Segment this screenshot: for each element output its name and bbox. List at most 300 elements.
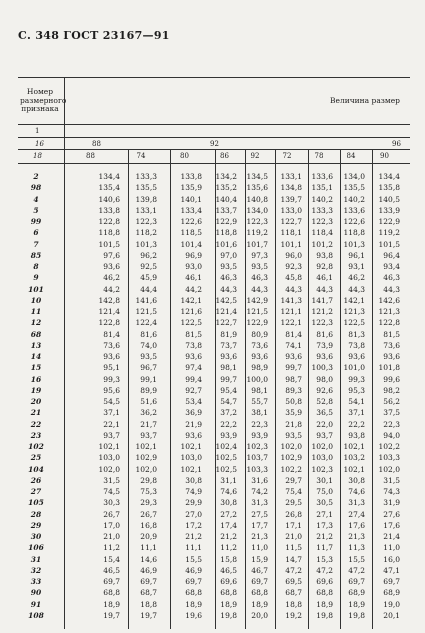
table-cell: 27,2 [220, 509, 237, 519]
table-cell: 98,1 [220, 363, 237, 373]
table-cell: 14,6 [140, 554, 157, 564]
table-cell: 27,6 [383, 509, 400, 519]
table-cell: 21,0 [285, 532, 302, 541]
table-cell: 46,3 [251, 273, 268, 283]
table-cell: 29,9 [185, 498, 202, 508]
table-cell: 142,1 [343, 295, 365, 305]
row-feature-number: 98 [30, 183, 42, 193]
header-row3-id: 18 [33, 152, 42, 160]
table-cell: 22,2 [220, 419, 237, 429]
table-row [0, 510, 425, 519]
table-cell: 44,3 [316, 284, 333, 294]
table-cell: 15,5 [185, 554, 202, 564]
table-cell: 135,5 [135, 183, 157, 193]
table-cell: 74,1 [285, 340, 302, 350]
table-cell: 37,1 [348, 408, 365, 418]
table-cell: 142,5 [215, 295, 237, 305]
table-cell: 122,6 [180, 217, 202, 226]
row-feature-number: 10 [30, 295, 42, 305]
header-row1-id: 1 [35, 127, 40, 135]
table-cell: 46,7 [251, 565, 268, 575]
table-cell: 17,3 [316, 520, 333, 530]
table-cell: 31,3 [348, 498, 365, 508]
table-cell: 22,3 [251, 419, 268, 429]
table-row [0, 183, 425, 192]
table-cell: 89,3 [285, 385, 302, 395]
row-feature-number: 68 [30, 329, 42, 339]
row-feature-number: 8 [33, 262, 39, 271]
table-cell: 36,5 [316, 408, 333, 418]
table-cell: 102,0 [378, 464, 400, 474]
table-cell: 11,3 [348, 543, 365, 553]
column-size-header: 92 [250, 152, 260, 160]
table-cell: 142,6 [378, 295, 400, 305]
table-cell: 102,1 [343, 442, 365, 451]
table-cell: 101,5 [98, 239, 120, 249]
column-size-header: 86 [220, 152, 229, 160]
table-cell: 73,6 [251, 340, 268, 350]
table-cell: 15,8 [220, 554, 237, 564]
table-row [0, 352, 425, 361]
table-cell: 11,2 [220, 543, 237, 553]
row-feature-number: 99 [30, 217, 42, 226]
table-cell: 133,6 [311, 172, 333, 181]
header-row2-value-1: 88 [92, 140, 101, 148]
table-cell: 96,1 [348, 250, 365, 260]
table-cell: 18,8 [140, 599, 157, 609]
table-cell: 18,9 [316, 599, 333, 609]
table-row [0, 397, 425, 406]
table-cell: 93,5 [140, 352, 157, 361]
table-cell: 102,9 [135, 453, 157, 463]
table-cell: 92,3 [285, 262, 302, 271]
table-cell: 26,7 [140, 509, 157, 519]
table-cell: 30,8 [185, 475, 202, 485]
table-cell: 21,3 [348, 532, 365, 541]
table-cell: 27,0 [185, 509, 202, 519]
table-cell: 46,9 [140, 565, 157, 575]
row-feature-number: 25 [30, 453, 42, 463]
table-cell: 11,1 [185, 543, 202, 553]
column-size-header: 80 [180, 152, 189, 160]
table-cell: 30,8 [220, 498, 237, 508]
table-cell: 101,7 [246, 239, 268, 249]
row-feature-number: 23 [30, 430, 42, 440]
table-cell: 92,6 [316, 385, 333, 395]
table-cell: 69,7 [348, 577, 365, 586]
table-cell: 73,8 [185, 340, 202, 350]
table-cell: 21,9 [185, 419, 202, 429]
table-cell: 19,8 [220, 610, 237, 620]
table-row [0, 307, 425, 316]
header-row2-value-3: 96 [392, 140, 401, 148]
table-cell: 29,5 [285, 498, 302, 508]
table-row [0, 318, 425, 327]
table-cell: 47,1 [383, 565, 400, 575]
row-feature-number: 21 [30, 408, 42, 418]
table-cell: 69,7 [103, 577, 120, 586]
table-cell: 68,8 [220, 588, 237, 598]
table-cell: 121,4 [215, 307, 237, 316]
table-cell: 102,0 [280, 442, 302, 451]
table-cell: 46,1 [316, 273, 333, 283]
header-rule-4 [18, 163, 410, 164]
header-rule-2 [18, 137, 410, 138]
table-cell: 21,2 [185, 532, 202, 541]
table-cell: 102,1 [135, 442, 157, 451]
table-row [0, 386, 425, 395]
table-cell: 21,2 [220, 532, 237, 541]
table-cell: 102,0 [98, 464, 120, 474]
table-cell: 97,4 [185, 363, 202, 373]
table-cell: 74,2 [251, 487, 268, 496]
table-cell: 14,7 [285, 554, 302, 564]
table-cell: 102,1 [180, 464, 202, 474]
table-cell: 45,9 [140, 273, 157, 283]
table-cell: 69,7 [251, 577, 268, 586]
table-cell: 133,7 [215, 205, 237, 215]
table-cell: 122,5 [343, 318, 365, 328]
table-cell: 47,2 [316, 565, 333, 575]
table-row [0, 588, 425, 597]
row-feature-number: 13 [30, 340, 42, 350]
table-cell: 102,5 [215, 464, 237, 474]
row-feature-number: 4 [33, 194, 39, 204]
table-cell: 121,2 [311, 307, 333, 316]
table-cell: 140,4 [215, 194, 237, 204]
table-cell: 92,7 [185, 385, 202, 395]
table-cell: 17,6 [383, 520, 400, 530]
table-cell: 73,8 [348, 340, 365, 350]
table-row [0, 431, 425, 440]
table-cell: 101,3 [343, 239, 365, 249]
table-cell: 98,7 [285, 374, 302, 384]
value-column-divider [170, 149, 171, 629]
value-column-divider [215, 149, 216, 629]
value-column-divider [308, 149, 309, 629]
table-cell: 93,6 [103, 352, 120, 361]
table-cell: 19,8 [316, 610, 333, 620]
table-cell: 74,6 [220, 487, 237, 496]
row-feature-number: 32 [30, 565, 42, 575]
table-cell: 11,2 [103, 543, 120, 553]
table-cell: 22,1 [103, 419, 120, 429]
table-cell: 52,8 [316, 397, 333, 406]
table-cell: 54,1 [348, 397, 365, 406]
table-cell: 81,6 [140, 329, 157, 339]
table-cell: 122,9 [246, 318, 268, 328]
table-cell: 118,4 [311, 228, 333, 238]
table-cell: 30,8 [348, 475, 365, 485]
table-cell: 122,1 [280, 318, 302, 328]
table-cell: 96,0 [285, 250, 302, 260]
table-cell: 93,1 [348, 262, 365, 271]
table-cell: 68,8 [103, 588, 120, 598]
table-cell: 11,7 [316, 543, 333, 553]
table-cell: 69,7 [185, 577, 202, 586]
table-cell: 36,9 [185, 408, 202, 418]
table-cell: 122,7 [280, 217, 302, 226]
table-row [0, 487, 425, 496]
table-cell: 46,3 [383, 273, 400, 283]
table-cell: 122,9 [215, 217, 237, 226]
table-cell: 142,8 [98, 295, 120, 305]
table-row [0, 330, 425, 339]
value-column-divider [275, 149, 276, 629]
table-cell: 15,4 [103, 554, 120, 564]
table-cell: 102,1 [98, 442, 120, 451]
table-cell: 99,7 [220, 374, 237, 384]
table-cell: 93,6 [348, 352, 365, 361]
table-cell: 44,3 [251, 284, 268, 294]
table-cell: 118,8 [98, 228, 120, 238]
row-feature-number: 27 [30, 487, 42, 496]
row-feature-number: 101 [28, 284, 44, 294]
table-cell: 102,2 [378, 442, 400, 451]
table-cell: 81,5 [185, 329, 202, 339]
table-cell: 97,0 [220, 250, 237, 260]
table-cell: 75,0 [316, 487, 333, 496]
table-cell: 68,9 [348, 588, 365, 598]
table-cell: 101,4 [180, 239, 202, 249]
row-feature-number: 14 [30, 352, 42, 361]
table-cell: 68,8 [251, 588, 268, 598]
table-cell: 103,3 [246, 464, 268, 474]
table-row [0, 420, 425, 429]
table-cell: 122,3 [246, 217, 268, 226]
table-cell: 68,9 [383, 588, 400, 598]
table-cell: 38,1 [251, 408, 268, 418]
table-cell: 93,7 [103, 430, 120, 440]
row-feature-number: 20 [30, 397, 42, 406]
table-cell: 17,4 [220, 520, 237, 530]
table-cell: 97,3 [251, 250, 268, 260]
table-cell: 101,6 [215, 239, 237, 249]
table-cell: 93,9 [220, 430, 237, 440]
table-row [0, 217, 425, 226]
table-cell: 102,3 [311, 464, 333, 474]
table-cell: 133,0 [280, 205, 302, 215]
table-cell: 20,9 [140, 532, 157, 541]
table-cell: 17,1 [285, 520, 302, 530]
table-cell: 31,6 [251, 475, 268, 485]
table-cell: 122,3 [135, 217, 157, 226]
table-cell: 95,1 [103, 363, 120, 373]
table-cell: 74,5 [103, 487, 120, 496]
table-cell: 99,3 [103, 374, 120, 384]
table-row [0, 611, 425, 620]
row-feature-number: 30 [30, 532, 42, 541]
table-row [0, 555, 425, 564]
table-cell: 93,5 [220, 262, 237, 271]
table-cell: 93,6 [103, 262, 120, 271]
table-cell: 118,2 [135, 228, 157, 238]
table-cell: 103,0 [98, 453, 120, 463]
header-row2-id: 16 [35, 140, 44, 148]
table-row [0, 285, 425, 294]
table-cell: 122,8 [98, 217, 120, 226]
table-cell: 135,8 [378, 183, 400, 193]
table-cell: 142,1 [180, 295, 202, 305]
table-cell: 46,3 [220, 273, 237, 283]
table-cell: 101,3 [135, 239, 157, 249]
table-cell: 73,6 [103, 340, 120, 350]
table-cell: 15,3 [316, 554, 333, 564]
table-cell: 50,8 [285, 397, 302, 406]
table-row [0, 251, 425, 260]
table-cell: 46,2 [103, 273, 120, 283]
table-cell: 89,9 [140, 385, 157, 395]
table-cell: 22,3 [383, 419, 400, 429]
row-feature-number: 9 [33, 273, 39, 283]
table-row [0, 453, 425, 462]
row-feature-number: 90 [30, 588, 42, 598]
table-cell: 69,7 [140, 577, 157, 586]
table-cell: 75,4 [285, 487, 302, 496]
table-cell: 133,3 [311, 205, 333, 215]
table-cell: 102,1 [180, 442, 202, 451]
table-cell: 103,0 [311, 453, 333, 463]
table-cell: 27,4 [348, 509, 365, 519]
table-cell: 31,5 [103, 475, 120, 485]
table-cell: 133,9 [378, 205, 400, 215]
header-rule-3 [18, 149, 410, 150]
table-cell: 81,3 [348, 329, 365, 339]
table-cell: 81,6 [316, 329, 333, 339]
table-cell: 47,2 [285, 565, 302, 575]
table-row [0, 228, 425, 237]
table-cell: 122,8 [98, 318, 120, 328]
table-cell: 93,6 [383, 352, 400, 361]
row-feature-number: 91 [30, 599, 42, 609]
table-cell: 118,8 [343, 228, 365, 238]
table-cell: 68,8 [316, 588, 333, 598]
table-cell: 18,9 [220, 599, 237, 609]
table-cell: 134,4 [98, 172, 120, 181]
table-cell: 68,7 [285, 588, 302, 598]
table-cell: 133,4 [180, 205, 202, 215]
table-row [0, 600, 425, 609]
table-cell: 134,2 [215, 172, 237, 181]
table-cell: 20,0 [251, 610, 268, 620]
table-cell: 133,8 [98, 205, 120, 215]
table-cell: 95,3 [348, 385, 365, 395]
table-cell: 18,9 [103, 599, 120, 609]
table-cell: 73,9 [316, 340, 333, 350]
table-cell: 22,2 [348, 419, 365, 429]
table-cell: 142,9 [246, 295, 268, 305]
table-row [0, 498, 425, 507]
table-cell: 31,5 [383, 475, 400, 485]
row-feature-number: 31 [30, 554, 42, 564]
value-column-divider [340, 149, 341, 629]
table-cell: 19,7 [140, 610, 157, 620]
table-cell: 133,8 [180, 172, 202, 181]
table-cell: 26,7 [103, 509, 120, 519]
table-cell: 102,4 [215, 442, 237, 451]
table-cell: 133,3 [135, 172, 157, 181]
table-cell: 16,8 [140, 520, 157, 530]
table-cell: 93,6 [316, 352, 333, 361]
row-feature-number: 12 [30, 318, 42, 328]
table-cell: 31,3 [251, 498, 268, 508]
column-size-header: 88 [86, 152, 95, 160]
table-row [0, 442, 425, 451]
table-cell: 81,4 [103, 329, 120, 339]
row-feature-number: 28 [30, 509, 42, 519]
table-cell: 95,4 [220, 385, 237, 395]
row-feature-number: 108 [28, 610, 44, 620]
row-feature-number: 11 [30, 307, 42, 316]
table-cell: 31,9 [383, 498, 400, 508]
table-cell: 103,3 [378, 453, 400, 463]
table-cell: 74,0 [140, 340, 157, 350]
table-cell: 30,3 [103, 498, 120, 508]
table-cell: 20,1 [383, 610, 400, 620]
table-row [0, 543, 425, 552]
table-cell: 29,3 [140, 498, 157, 508]
table-cell: 102,5 [215, 453, 237, 463]
row-feature-number: 7 [33, 239, 39, 249]
table-cell: 134,8 [280, 183, 302, 193]
table-cell: 81,5 [383, 329, 400, 339]
table-cell: 139,8 [135, 194, 157, 204]
table-cell: 44,2 [185, 284, 202, 294]
table-cell: 17,7 [251, 520, 268, 530]
row-feature-number: 106 [28, 543, 44, 553]
table-row [0, 363, 425, 372]
row-feature-number: 22 [30, 419, 42, 429]
table-cell: 44,3 [285, 284, 302, 294]
table-cell: 16,0 [383, 554, 400, 564]
table-cell: 18,9 [348, 599, 365, 609]
table-cell: 102,9 [280, 453, 302, 463]
table-cell: 74,9 [185, 487, 202, 496]
table-cell: 29,8 [140, 475, 157, 485]
table-row [0, 566, 425, 575]
table-cell: 37,1 [103, 408, 120, 418]
table-cell: 139,7 [280, 194, 302, 204]
table-cell: 119,2 [378, 228, 400, 238]
table-row [0, 240, 425, 249]
column-size-header: 78 [314, 152, 324, 160]
table-cell: 118,5 [180, 228, 202, 238]
table-cell: 121,3 [343, 307, 365, 316]
table-cell: 102,3 [246, 442, 268, 451]
table-row [0, 172, 425, 181]
table-cell: 31,1 [220, 475, 237, 485]
table-cell: 18,9 [185, 599, 202, 609]
table-cell: 98,1 [251, 385, 268, 395]
table-row [0, 577, 425, 586]
table-cell: 93,7 [140, 430, 157, 440]
row-feature-number: 6 [33, 228, 39, 238]
column-size-header: 90 [380, 152, 389, 160]
table-cell: 133,1 [280, 172, 302, 181]
table-cell: 81,9 [220, 329, 237, 339]
table-row [0, 375, 425, 384]
table-cell: 51,6 [140, 397, 157, 406]
column-size-header: 74 [136, 152, 146, 160]
table-cell: 22,0 [316, 419, 333, 429]
table-cell: 118,8 [215, 228, 237, 238]
table-cell: 44,3 [348, 284, 365, 294]
page-header: С. 348 ГОСТ 23167—91 [18, 29, 170, 42]
table-cell: 99,1 [140, 374, 157, 384]
table-cell: 19,0 [383, 599, 400, 609]
table-cell: 140,8 [246, 194, 268, 204]
row-feature-number: 85 [30, 250, 42, 260]
